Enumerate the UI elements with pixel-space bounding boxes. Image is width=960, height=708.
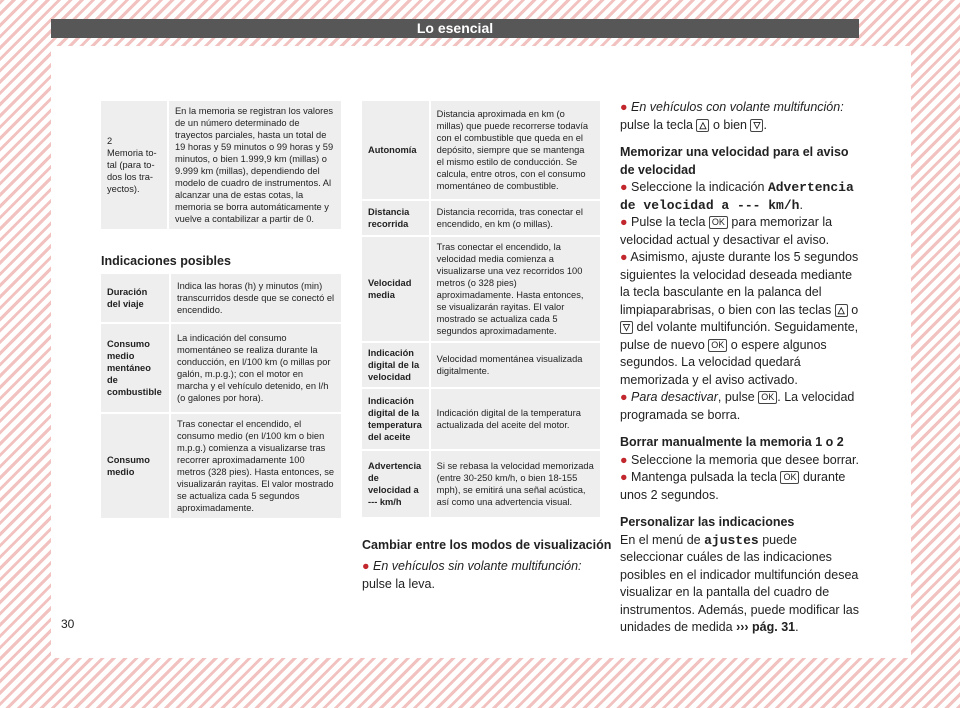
personalizar-title: Personalizar las indicaciones (620, 515, 795, 529)
table-key: Consumo medio mentáneo de combustible (101, 324, 171, 412)
list-item: ● En vehículos con volante multifunción: pulse la tecla △ o bien ▽ . (620, 100, 844, 132)
text: . La velocidad programada se borra. (620, 390, 855, 422)
text: Seleccione la memoria que desee borrar. (631, 452, 859, 467)
table-key: Advertencia de velocidad a --- km/h (362, 451, 431, 517)
table-row (101, 414, 341, 518)
ok-key-icon: OK (758, 391, 777, 404)
table-key: Autonomía (362, 101, 431, 199)
table-row (362, 451, 600, 517)
table-value: Distancia recorrida, tras conectar el encendido, en km (o millas). (431, 201, 600, 235)
cambiar-paragraph (362, 558, 598, 593)
text: Asimismo, ajuste durante los 5 segundos siguientes la velocidad deseada mediante la tecla basculante en la palanca del limpiaparabrisas, o bien con las teclas (620, 250, 859, 317)
table-value: Indicación digital de la temperatura actualizada del aceite del motor. (431, 389, 600, 449)
text: Pulse la tecla (631, 215, 706, 229)
table-row (362, 101, 600, 199)
indicaciones-table-right (362, 99, 600, 519)
table-row (362, 237, 600, 341)
text: pulse la tecla (620, 117, 693, 132)
table-value: Velocidad momentánea visualizada digitalmente. (431, 343, 600, 387)
table-row (362, 389, 600, 449)
text-italic: Para desactivar (631, 390, 718, 404)
text: para memorizar la velocidad actual y desactivar el aviso. (620, 215, 833, 247)
text: puede seleccionar cuáles de las indicaciones posibles en el indicador multifunción desea visualizar en la pantalla del cuadro de instrumentos. Además, puede modificar las unidades de medida (620, 532, 860, 634)
bullet-icon: ● (620, 180, 628, 194)
list-item (620, 214, 860, 249)
borrar-title: Borrar manualmente la memoria 1 o 2 (620, 435, 844, 449)
page-header: Lo esencial (51, 19, 859, 38)
section-title-cambiar: Cambiar entre los modos de visualización (362, 538, 612, 552)
bullet-icon: ● (362, 559, 370, 573)
list-item: ● Seleccione la indicación Advertencia de velocidad a --- km/h. (620, 180, 854, 213)
table-value: La indicación del consumo momentáneo se realiza durante la conducción, en l/100 km (o millas por galón, m.p.g.); con el motor en marcha y el vehículo detenido, en l/h (o galones por hora). (171, 324, 341, 412)
table-key: Duración del viaje (101, 274, 171, 322)
bullet-icon: ● (620, 250, 628, 264)
table-row (362, 201, 600, 235)
text: o bien (712, 117, 747, 132)
table-row (101, 324, 341, 412)
text: Mantenga pulsada la tecla (631, 470, 777, 484)
mono-text: ajustes (704, 532, 759, 548)
table-row (101, 274, 341, 322)
bullet-icon: ● (620, 470, 628, 484)
bullet-icon: ● (620, 100, 628, 114)
list-item (620, 389, 860, 424)
memorizar-title: Memorizar una velocidad para el aviso de velocidad (620, 145, 849, 177)
up-arrow-key-icon: △ (835, 304, 848, 317)
text: Seleccione la indicación (631, 180, 765, 194)
bullet-icon: ● (620, 452, 628, 467)
table-key: Velocidad media (362, 237, 431, 341)
text: . (795, 620, 799, 634)
table-value: Indica las horas (h) y minutos (min) transcurridos desde que se conectó el encendido. (171, 274, 341, 322)
table-value: Tras conectar el encendido, el consumo medio (en l/100 km o bien m.p.g.) comienza a visualizarse tras recorrer aproximadamente 100 metros (328 pies). Hasta entonces, se visualizarán rayitas. El valor mostrado se actualiza cada 5 segundos aproximadamente. (171, 414, 341, 518)
table-value: Si se rebasa la velocidad memorizada (entre 30-250 km/h, o bien 18-155 mph), se emitirá una señal acústica, así como una advertencia visual. (431, 451, 600, 517)
ok-key-icon: OK (780, 471, 799, 484)
memory-table (101, 99, 341, 231)
table-value: Tras conectar el encendido, la velocidad media comienza a visualizarse una vez recorridos 100 metros (o 328 pies) aproximadamente. Hasta entonces, se visualizarán rayitas. El valor mostrado se actualiza cada 5 segundos aproximadamente. (431, 237, 600, 341)
text: , pulse (717, 390, 755, 404)
personalizar-paragraph (620, 532, 860, 637)
page-number: 30 (61, 617, 75, 631)
down-arrow-key-icon: ▽ (620, 321, 633, 334)
ok-key-icon: OK (708, 339, 727, 352)
table-key: Consumo medio (101, 414, 171, 518)
table-key: Indicación digital de la temperatura del aceite (362, 389, 431, 449)
list-item (620, 249, 860, 389)
text: del volante multifunción. Seguidamente, pulse de nuevo (620, 320, 859, 352)
bullet-icon: ● (620, 390, 628, 404)
table-key: Distancia recorrida (362, 201, 431, 235)
table-value: Distancia aproximada en km (o millas) que puede recorrerse todavía con el combustible que queda en el depósito, siempre que se mantenga el mismo estilo de conducción. Se calcula, entre otros, con el consumo momentáneo de combustible. (431, 101, 600, 199)
text-italic: En vehículos con volante multifunción: (631, 100, 844, 114)
text: o espere algunos segundos. La velocidad quedará memorizada y el aviso activado. (620, 337, 827, 387)
text: durante unos 2 segundos. (620, 470, 846, 502)
table-row (101, 101, 341, 229)
cambiar-italic: En vehículos sin volante multifunción: (373, 559, 582, 573)
bullet-icon: ● (620, 215, 628, 229)
table-row (362, 343, 600, 387)
text: o (851, 302, 859, 317)
cambiar-rest: pulse la leva. (362, 576, 435, 591)
up-arrow-key-icon: △ (696, 119, 709, 132)
table-key: 2 Memoria to- tal (para to- dos los tra- yectos). (101, 101, 169, 229)
section-title-indicaciones: Indicaciones posibles (101, 254, 231, 268)
indicaciones-table-left (101, 272, 341, 520)
ok-key-icon: OK (709, 216, 728, 229)
right-column (620, 99, 860, 637)
table-value: En la memoria se registran los valores de un número determinado de trayectos parciales, hasta un total de 19 horas y 59 minutos o 99 horas y 59 minutos, o bien 1.999,9 km (millas) o 9.999 km (millas), dependiendo del modelo de cuadro de instrumentos. Al alcanzar una de estas cotas, la memoria se borra automáticamente y vuelve a contabilizar a partir de 0. (169, 101, 341, 229)
list-item (620, 452, 860, 470)
text: En el menú de (620, 532, 701, 547)
page-reference-link[interactable]: ››› pág. 31 (736, 620, 796, 634)
list-item (620, 469, 860, 504)
mono-text: Advertencia de velocidad a --- km/h (620, 180, 854, 213)
table-key: Indicación digital de la velocidad (362, 343, 431, 387)
down-arrow-key-icon: ▽ (750, 119, 763, 132)
